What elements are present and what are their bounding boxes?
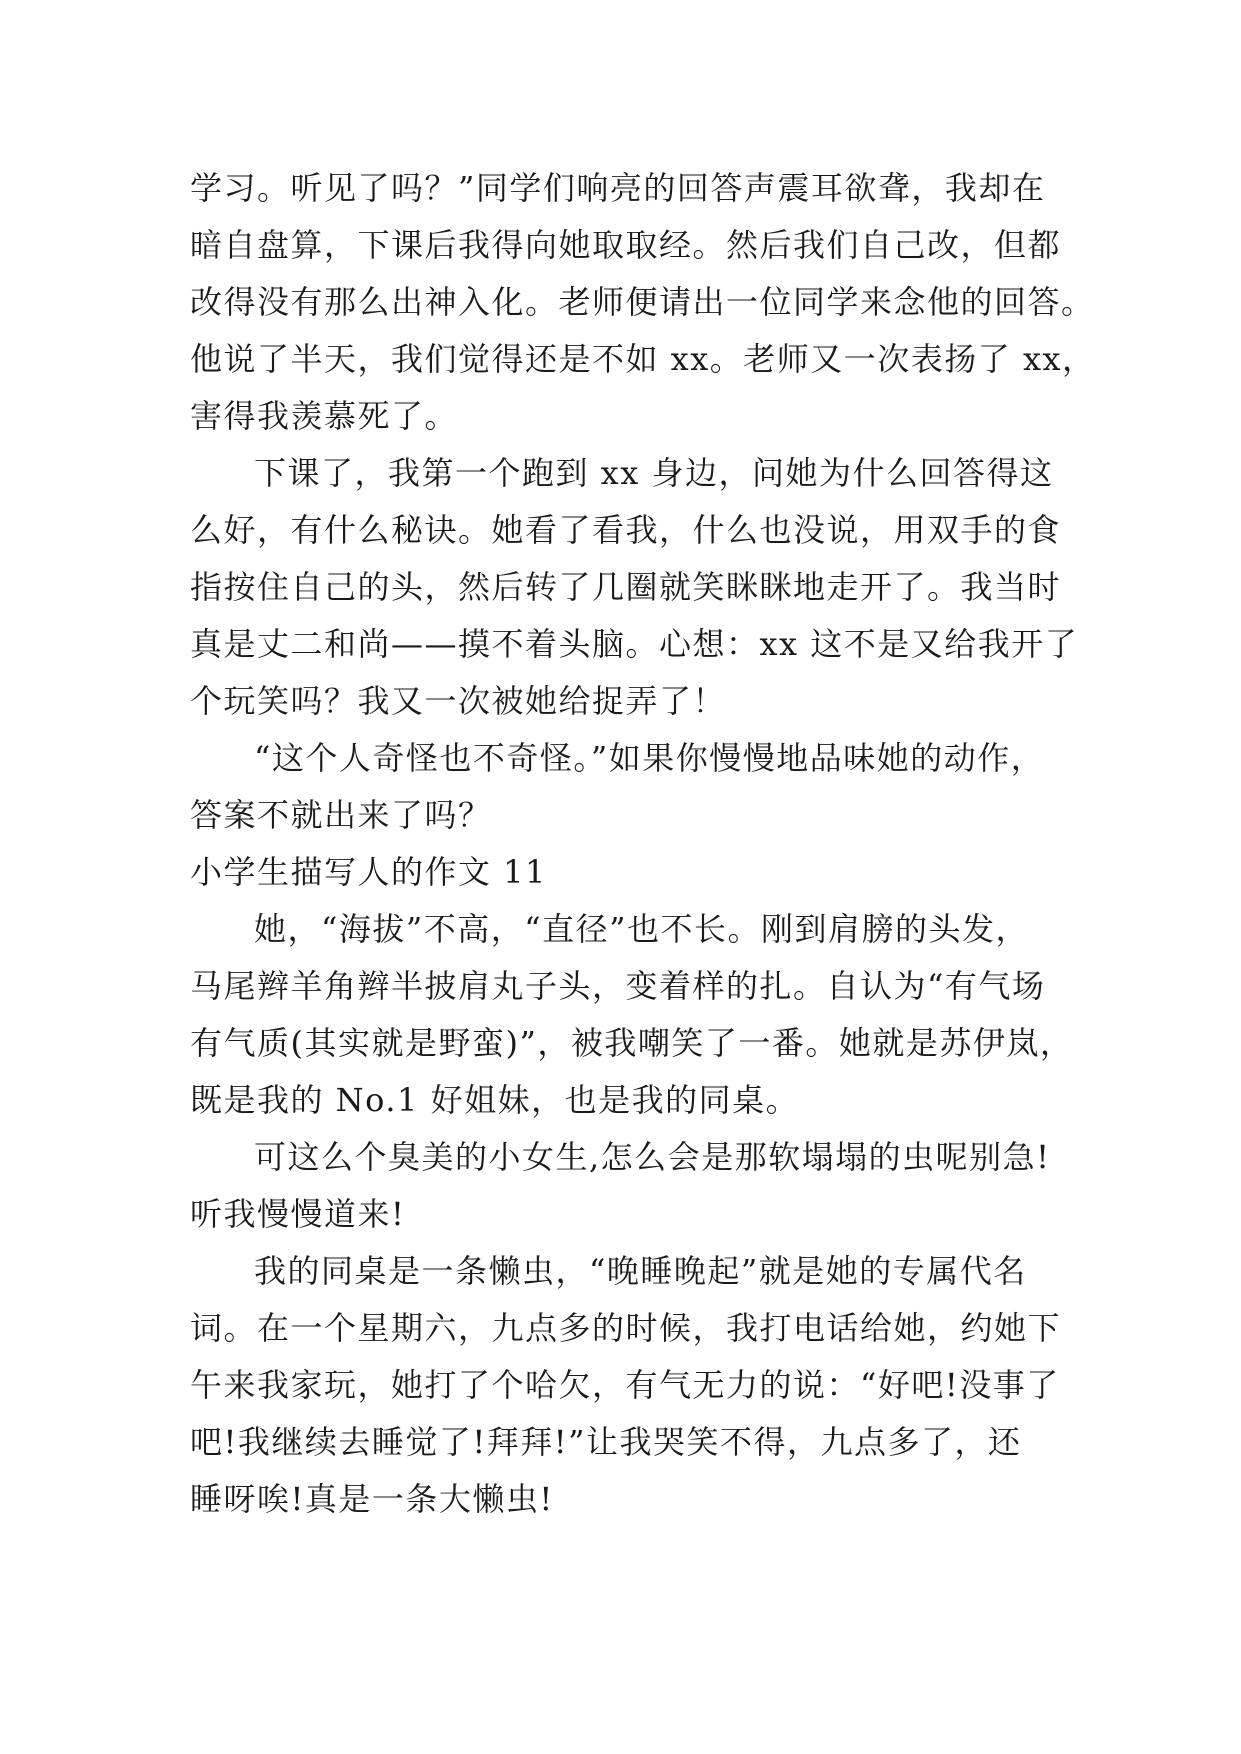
text-line: 改得没有那么出神入化。老师便请出一位同学来念他的回答。 [190,283,1095,321]
document-body [190,160,1096,1528]
text-line: 词。在一个星期六，九点多的时候，我打电话给她，约她下 [190,1309,1062,1347]
text-line: 么好，有什么秘诀。她看了看我，什么也没说，用双手的食 [190,511,1062,549]
text-line: 有气质(其实就是野蛮)”，被我嘲笑了一番。她就是苏伊岚， [190,1024,1074,1062]
text-line: 害得我羡慕死了。 [190,397,459,435]
text-line: 下课了，我第一个跑到 xx 身边，问她为什么回答得这 [254,454,1054,492]
text-line: “这个人奇怪也不奇怪。”如果你慢慢地品味她的动作， [254,739,1045,777]
text-line: 指按住自己的头，然后转了几圈就笑眯眯地走开了。我当时 [190,568,1062,606]
text-line: 睡呀唉!真是一条大懒虫! [190,1480,554,1518]
text-line: 暗自盘算，下课后我得向她取取经。然后我们自己改，但都 [190,226,1062,264]
text-line: 他说了半天，我们觉得还是不如 xx。老师又一次表扬了 xx， [190,340,1096,378]
text-line: 个玩笑吗？我又一次被她给捉弄了！ [190,682,727,720]
text-line: 午来我家玩，她打了个哈欠，有气无力的说：“好吧!没事了 [190,1366,1060,1404]
text-line: 可这么个臭美的小女生,怎么会是那软塌塌的虫呢别急! [254,1138,1051,1176]
text-line: 听我慢慢道来! [190,1195,406,1233]
text-line: 真是丈二和尚——摸不着头脑。心想：xx 这不是又给我开了 [190,625,1079,663]
text-line: 既是我的 No.1 好姐妹，也是我的同桌。 [190,1081,800,1119]
text-line: 她，“海拔”不高，“直径”也不长。刚到肩膀的头发， [254,910,1029,948]
text-line: 我的同桌是一条懒虫，“晚睡晚起”就是她的专属代名 [254,1252,1027,1290]
text-line: 答案不就出来了吗？ [190,796,492,834]
text-line: 吧!我继续去睡觉了!拜拜!”让我哭笑不得，九点多了，还 [190,1423,1022,1461]
text-line: 学习。听见了吗？”同学们响亮的回答声震耳欲聋，我却在 [190,169,1046,207]
text-line: 马尾辫羊角辫半披肩丸子头，变着样的扎。自认为“有气场 [190,967,1046,1005]
text-line: 小学生描写人的作文 11 [190,853,547,891]
